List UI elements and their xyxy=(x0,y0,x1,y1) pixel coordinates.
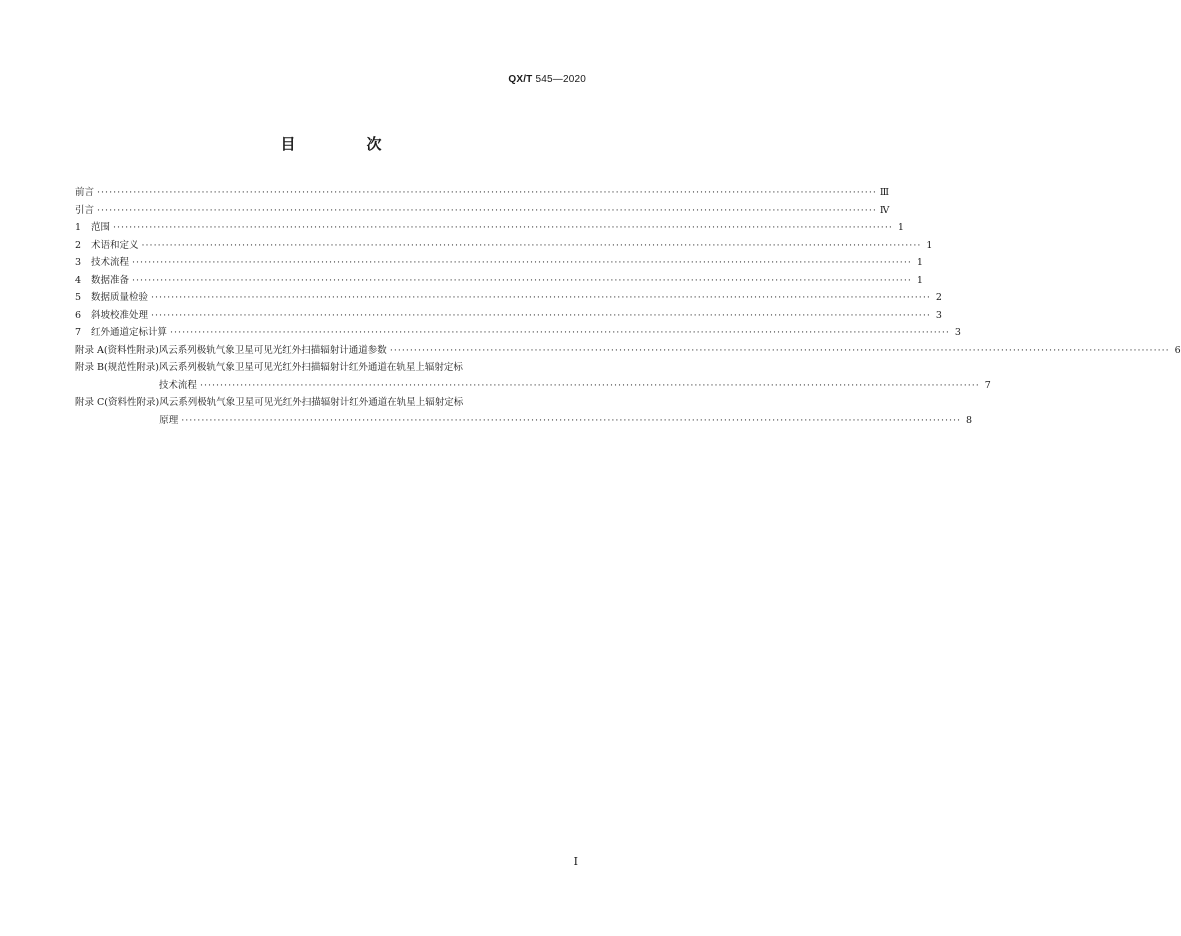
toc-entry-page: 7 xyxy=(984,379,991,391)
toc-entry-page: 3 xyxy=(954,327,961,338)
toc-entry-label: 数据准备 xyxy=(91,274,130,286)
toc-entry-label: 红外通道定标计算 xyxy=(91,327,168,338)
toc-entry-number: 1 xyxy=(75,222,82,233)
toc-entry-2[interactable] xyxy=(75,237,933,255)
toc-entry-page: 3 xyxy=(935,309,942,321)
toc-entry-6[interactable] xyxy=(75,307,942,325)
dot-leader xyxy=(151,307,931,325)
appendix-label: 附录 A(资料性附录) xyxy=(75,344,159,356)
toc-entry-3[interactable] xyxy=(75,254,923,272)
appendix-title: 风云系列极轨气象卫星可见光红外扫描辐射计通道参数 xyxy=(158,344,387,356)
toc-entry-number: 7 xyxy=(75,327,82,338)
toc-entry-label: 斜坡校准处理 xyxy=(91,309,149,321)
dot-leader xyxy=(151,289,931,307)
toc-entry-number: 6 xyxy=(75,309,82,321)
toc-entry-label: 前言 xyxy=(75,187,95,198)
dot-leader xyxy=(181,412,961,430)
dot-leader xyxy=(390,342,1170,360)
toc-entry-page: 1 xyxy=(916,274,923,286)
dot-leader xyxy=(113,219,893,237)
standard-code xyxy=(508,74,586,85)
dot-leader xyxy=(132,272,912,290)
dot-leader xyxy=(97,202,877,220)
toc-entry-5[interactable] xyxy=(75,289,942,307)
toc-entry-page: Ⅲ xyxy=(879,187,890,198)
toc-entry-page: 1 xyxy=(926,239,933,251)
toc-entry-page: 6 xyxy=(1174,344,1181,356)
footer-page-number: Ⅰ xyxy=(573,855,578,868)
toc-entry-label: 范围 xyxy=(91,222,111,233)
toc-entry-number: 3 xyxy=(75,257,82,268)
toc-entry-7[interactable] xyxy=(75,324,961,342)
toc-entry-1[interactable] xyxy=(75,219,904,237)
appendix-title: 风云系列极轨气象卫星可见光红外扫描辐射计红外通道在轨星上辐射定标 xyxy=(159,397,464,408)
toc-entry-number: 2 xyxy=(75,239,82,251)
toc-appendix-c[interactable] xyxy=(75,394,973,429)
appendix-label: 附录 C(资料性附录) xyxy=(75,397,160,408)
toc-entry-4[interactable] xyxy=(75,272,923,290)
standard-code-number: 545—2020 xyxy=(535,74,586,85)
dot-leader xyxy=(200,377,980,395)
toc-entry-page: 1 xyxy=(916,257,923,268)
toc-entry-label: 技术流程 xyxy=(91,257,130,268)
toc-entry-label: 引言 xyxy=(75,204,95,216)
dot-leader xyxy=(132,254,912,272)
toc-entry-foreword[interactable] xyxy=(75,184,890,202)
dot-leader xyxy=(170,324,950,342)
dot-leader xyxy=(97,184,877,202)
toc-entry-page: 1 xyxy=(897,222,904,233)
toc-entry-number: 5 xyxy=(75,292,82,303)
table-of-contents xyxy=(75,184,1181,429)
toc-appendix-b[interactable] xyxy=(75,359,991,394)
toc-entry-page: 2 xyxy=(935,292,942,303)
toc-entry-number: 4 xyxy=(75,274,82,286)
standard-code-prefix: QX/T xyxy=(508,74,536,85)
appendix-label: 附录 B(规范性附录) xyxy=(75,362,159,373)
appendix-title-continued: 原理 xyxy=(159,414,179,426)
appendix-title-continued: 技术流程 xyxy=(158,379,197,391)
toc-appendix-a[interactable] xyxy=(75,342,1181,360)
page-title: 目 次 xyxy=(280,135,410,153)
dot-leader xyxy=(142,237,922,255)
appendix-title: 风云系列极轨气象卫星可见光红外扫描辐射计红外通道在轨星上辐射定标 xyxy=(158,362,463,373)
toc-entry-label: 术语和定义 xyxy=(91,239,139,251)
toc-entry-page: Ⅳ xyxy=(879,204,890,216)
toc-entry-page: 8 xyxy=(966,414,973,426)
toc-entry-label: 数据质量检验 xyxy=(91,292,149,303)
toc-entry-introduction[interactable] xyxy=(75,202,890,220)
